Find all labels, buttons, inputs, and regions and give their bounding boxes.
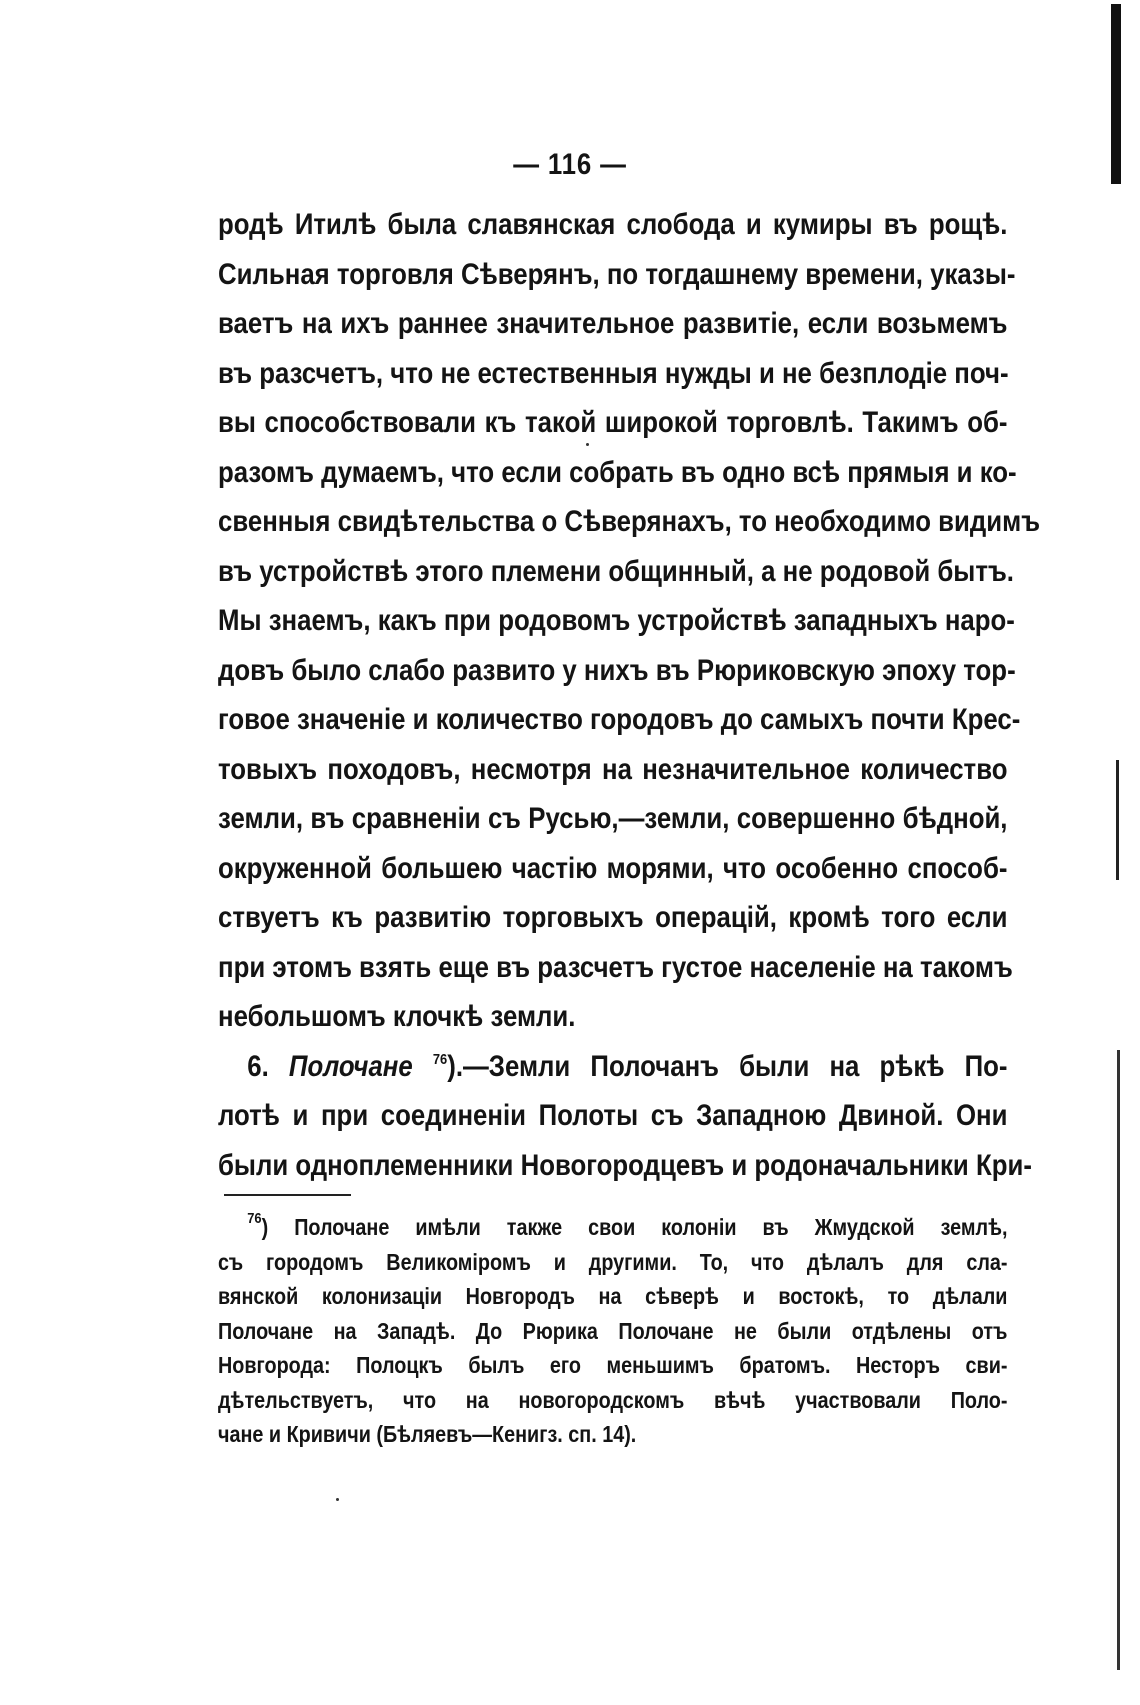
footnote-line: Новгорода: Полоцкъ былъ его меньшимъ братомъ. Несторъ сви- bbox=[218, 1352, 1008, 1378]
print-speck bbox=[586, 443, 589, 446]
text-line: окруженной большею частію морями, что особенно способ- bbox=[218, 851, 1008, 885]
footnote-divider bbox=[224, 1194, 351, 1196]
section-heading-line bbox=[218, 1042, 1007, 1092]
body-text bbox=[218, 200, 1041, 1190]
page-edge-shadow bbox=[1117, 1050, 1120, 1670]
text-line: небольшомъ клочкѣ земли. bbox=[218, 1000, 576, 1033]
text-line: вы способствовали къ такой широкой торговлѣ. Такимъ об- bbox=[218, 406, 1008, 439]
text-segment: ).—Земли Полочанъ были на рѣкѣ По- bbox=[447, 1049, 1008, 1083]
text-line: ваетъ на ихъ раннее значительное развитіе, если возьмемъ bbox=[218, 307, 1008, 340]
section-number: 6. bbox=[247, 1049, 269, 1083]
footnote-line: съ городомъ Великоміромъ и другими. То, что дѣлалъ для сла- bbox=[218, 1248, 1008, 1275]
footnote-reference[interactable]: 76 bbox=[432, 1050, 448, 1068]
text-line: Мы знаемъ, какъ при родовомъ устройствѣ западныхъ наро- bbox=[218, 604, 1015, 637]
text-line: довъ было слабо развито у нихъ въ Рюриковскую эпоху тор- bbox=[218, 653, 1016, 687]
footnote-line: дѣтельствуетъ, что на новогородскомъ вѣчѣ участвовали Поло- bbox=[218, 1386, 1008, 1413]
page-edge-shadow bbox=[1116, 760, 1119, 880]
text-line: земли, въ сравненіи съ Русью,—земли, совершенно бѣдной, bbox=[218, 802, 1008, 835]
text-line: родѣ Итилѣ была славянская слобода и кумиры въ рощѣ. bbox=[218, 208, 1008, 241]
text-line: разомъ думаемъ, что если собрать въ одно всѣ прямыя и ко- bbox=[218, 455, 1017, 489]
footnote-line: вянской колонизаціи Новгородъ на сѣверѣ и востокѣ, то дѣлали bbox=[218, 1283, 1008, 1309]
text-line: товыхъ походовъ, несмотря на незначительное количество bbox=[218, 752, 1008, 786]
text-line: говое значеніе и количество городовъ до самыхъ почти Крес- bbox=[218, 703, 1021, 736]
section-title: Полочане bbox=[288, 1049, 413, 1083]
footnote-line bbox=[218, 1210, 1007, 1245]
page-number: — 116 — bbox=[513, 148, 627, 181]
text-line: были одноплеменники Новогородцевъ и родоначальники Кри- bbox=[218, 1148, 1032, 1182]
text-line: свенныя свидѣтельства о Сѣверянахъ, то необходимо видимъ bbox=[218, 505, 1041, 538]
text-line: въ разсчетъ, что не естественныя нужды и не безплодіе поч- bbox=[218, 356, 1009, 390]
text-segment: ) Полочане имѣли также свои колоніи въ Жмудской землѣ, bbox=[261, 1214, 1008, 1240]
print-speck bbox=[336, 1498, 339, 1501]
text-line: ствуетъ къ развитію торговыхъ операцій, кромѣ того если bbox=[218, 901, 1008, 934]
text-line: лотѣ и при соединеніи Полоты съ Западною Двиной. Они bbox=[218, 1099, 1008, 1132]
text-line: при этомъ взять еще въ разсчетъ густое населеніе на такомъ bbox=[218, 950, 1013, 984]
page-edge-shadow bbox=[1111, 4, 1121, 184]
footnote-marker: 76 bbox=[247, 1210, 262, 1227]
text-line: въ устройствѣ этого племени общинный, а не родовой бытъ. bbox=[218, 554, 1014, 588]
footnote-line: чане и Кривичи (Бѣляевъ—Кенигз. сп. 14). bbox=[218, 1421, 637, 1447]
footnote-line: Полочане на Западѣ. До Рюрика Полочане не были отдѣлены отъ bbox=[218, 1317, 1008, 1344]
text-line: Сильная торговля Сѣверянъ, по тогдашнему времени, указы- bbox=[218, 257, 1016, 291]
footnote-block bbox=[218, 1210, 1008, 1452]
